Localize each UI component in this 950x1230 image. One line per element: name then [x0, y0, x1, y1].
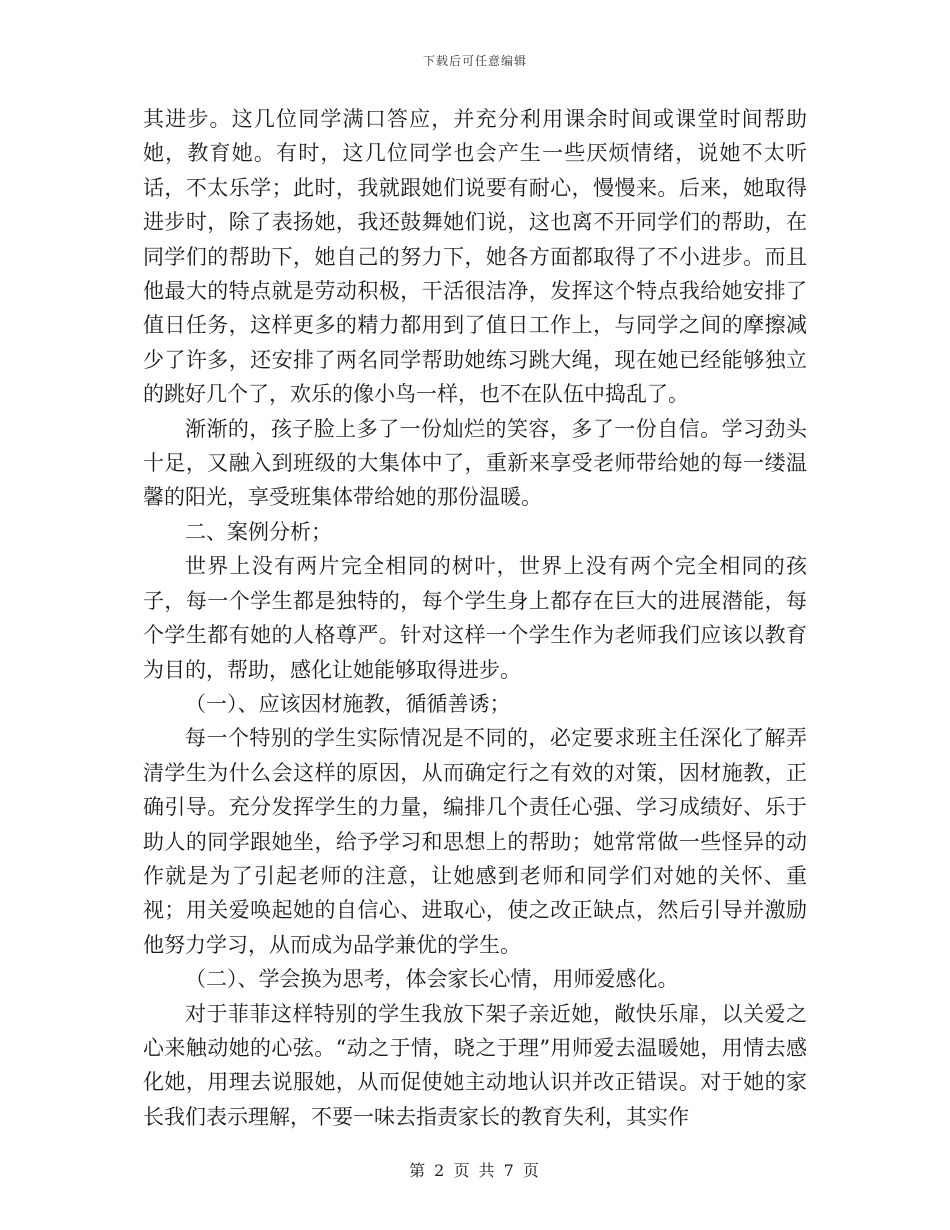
subheading-2: （二）、学会换为思考，体会家长心情，用师爱感化。: [185, 967, 679, 992]
page-footer: 第 2 页 共 7 页: [409, 1161, 541, 1180]
paragraph-2: 渐渐的，孩子脸上多了一份灿烂的笑容，多了一份自信。学习劲头十足，又融入到班级的大集体中了，重新来享受老师带给她的每一缕温馨的阳光，享受班集体带给她的那份温暖。: [143, 416, 807, 510]
page-header: 下载后可任意编辑: [422, 54, 527, 68]
paragraph-5: 对于菲菲这样特别的学生我放下架子亲近她，敞快乐扉，以关爱之心来触动她的心弦。“动之于情，晓之于理”用师爱去温暖她，用情去感化她，用理去说服她，从而促使她主动地认识并改正错误。对于她的家长我们表示理解，不要一味去指责家长的教育失利，其实作: [143, 1001, 807, 1129]
paragraph-1: 其进步。这几位同学满口答应，并充分利用课余时间或课堂时间帮助她，教育她。有时，这几位同学也会产生一些厌烦情绪，说她不太听话，不太乐学；此时，我就跟她们说要有耐心，慢慢来。后来，她取得进步时，除了表扬她，我还鼓舞她们说，这也离不开同学们的帮助，在同学们的帮助下，她自己的努力下，她各方面都取得了不小进步。而且他最大的特点就是劳动积极，干活很洁净，发挥这个特点我给她安排了值日任务，这样更多的精力都用到了值日工作上，与同学之间的摩擦减少了许多，还安排了两名同学帮助她练习跳大绳，现在她已经能够独立的跳好几个了，欢乐的像小鸟一样，也不在队伍中捣乱了。: [143, 107, 807, 407]
paragraph-3: 世界上没有两片完全相同的树叶，世界上没有两个完全相同的孩子，每一个学生都是独特的，每个学生身上都存在巨大的进展潜能，每个学生都有她的人格尊严。针对这样一个学生作为老师我们应该以教育为目的，帮助，感化让她能够取得进步。: [143, 554, 807, 682]
subheading-1: （一）、应该因材施教，循循善诱；: [185, 691, 511, 716]
document-body: [143, 102, 807, 1134]
paragraph-4: 每一个特别的学生实际情况是不同的，必定要求班主任深化了解弄清学生为什么会这样的原因，从而确定行之有效的对策，因材施教，正确引导。充分发挥学生的力量，编排几个责任心强、学习成绩好、乐于助人的同学跟她坐，给予学习和思想上的帮助；她常常做一些怪异的动作就是为了引起老师的注意，让她感到老师和同学们对她的关怀、重视；用关爱唤起她的自信心、进取心，使之改正缺点，然后引导并激励他努力学习，从而成为品学兼优的学生。: [143, 726, 807, 957]
section-heading-case-analysis: 二、案例分析；: [185, 519, 332, 544]
